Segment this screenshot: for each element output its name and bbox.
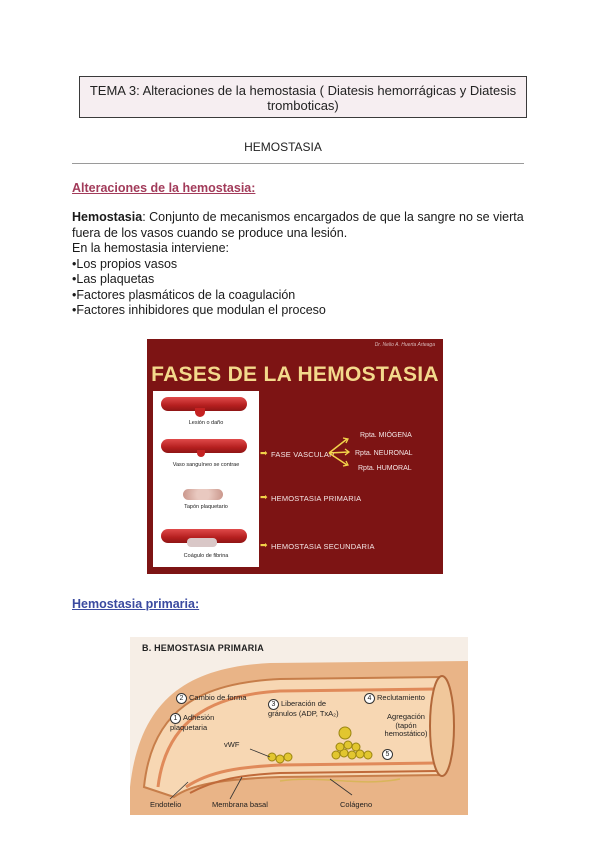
- label-vwf: vWF: [224, 740, 240, 749]
- phases-figure-title: FASES DE LA HEMOSTASIA: [151, 363, 439, 386]
- primary-hemostasis-figure: [130, 637, 468, 815]
- label-membrana-basal: Membrana basal: [212, 800, 268, 809]
- caption-plug: Tapón plaquetario: [184, 504, 228, 510]
- figure-credit: Dr. Nelio A. Huerta Arteaga: [374, 342, 435, 348]
- label-hemostasia-secundaria: HEMOSTASIA SECUNDARIA: [271, 542, 375, 551]
- step-number: 1: [170, 713, 181, 724]
- label-hemostasia-primaria: HEMOSTASIA PRIMARIA: [271, 494, 362, 503]
- list-item: • Factores inhibidores que modulan el proceso: [72, 303, 532, 319]
- list-intro: En la hemostasia interviene:: [72, 241, 230, 255]
- horizontal-rule: [72, 163, 524, 164]
- caption-lesion: Lesión o daño: [188, 420, 224, 426]
- list-item: • Factores plasmáticos de la coagulación: [72, 288, 532, 304]
- label-fase-vascular: FASE VASCULAR: [271, 450, 335, 459]
- list-item: • Los propios vasos: [72, 257, 532, 273]
- fibrin-clot-image: [187, 538, 217, 547]
- label-endotelio: Endotelio: [150, 800, 182, 809]
- definition-term: Hemostasia: [72, 210, 143, 224]
- vessel-illustrations: [153, 391, 259, 567]
- step-number: 5: [382, 749, 393, 760]
- arrow-right-icon: ➡: [260, 540, 268, 550]
- step-agregacion: Agregación (tapón hemostático): [384, 712, 428, 738]
- components-list: [72, 257, 532, 319]
- page-subtitle: HEMOSTASIA: [244, 140, 322, 154]
- definition-text: [72, 210, 532, 241]
- section-heading-alteraciones: Alteraciones de la hemostasia:: [72, 181, 256, 195]
- response-neuronal: Rpta. NEURONAL: [355, 450, 413, 457]
- step-number: 4: [364, 693, 375, 704]
- blood-drop-icon: [195, 408, 205, 417]
- step-number: 3: [268, 699, 279, 710]
- primary-figure-title: B. HEMOSTASIA PRIMARIA: [142, 643, 264, 653]
- arrow-right-icon: ➡: [260, 448, 268, 458]
- definition-paragraph: [72, 210, 532, 319]
- caption-clot: Coágulo de fibrina: [183, 553, 229, 559]
- response-miogena: Rpta. MIÓGENA: [360, 432, 412, 439]
- section-heading-primaria: Hemostasia primaria:: [72, 597, 200, 611]
- caption-contraction: Vaso sanguíneo se contrae: [172, 462, 240, 468]
- label-colageno: Colágeno: [340, 800, 373, 809]
- response-humoral: Rpta. HUMORAL: [358, 465, 412, 472]
- step-adhesion: 1 Adhesión plaquetaria: [170, 713, 215, 732]
- step-reclutamiento: 4 Reclutamiento: [364, 693, 425, 704]
- phases-figure: [147, 339, 443, 574]
- step-cambio-forma: 2 Cambio de forma: [176, 693, 247, 704]
- blood-drop-icon: [197, 450, 205, 457]
- step-number-5: [382, 749, 395, 760]
- arrow-right-icon: ➡: [260, 492, 268, 502]
- step-liberacion: 3 Liberación de gránulos (ADP, TxA₂): [268, 699, 339, 718]
- definition-body: : Conjunto de mecanismos encargados de que la sangre no se vierta fuera de los vasos cuando se produce una lesión.: [72, 210, 524, 240]
- platelet-plug-image: [183, 489, 223, 500]
- step-number: 2: [176, 693, 187, 704]
- document-title: [79, 76, 527, 118]
- list-item: • Las plaquetas: [72, 272, 532, 288]
- title-line-1: TEMA 3: Alteraciones de la hemostasia ( Diatesis hemorrágicas y Diatesis: [89, 83, 517, 98]
- title-line-2: tromboticas): [267, 98, 339, 113]
